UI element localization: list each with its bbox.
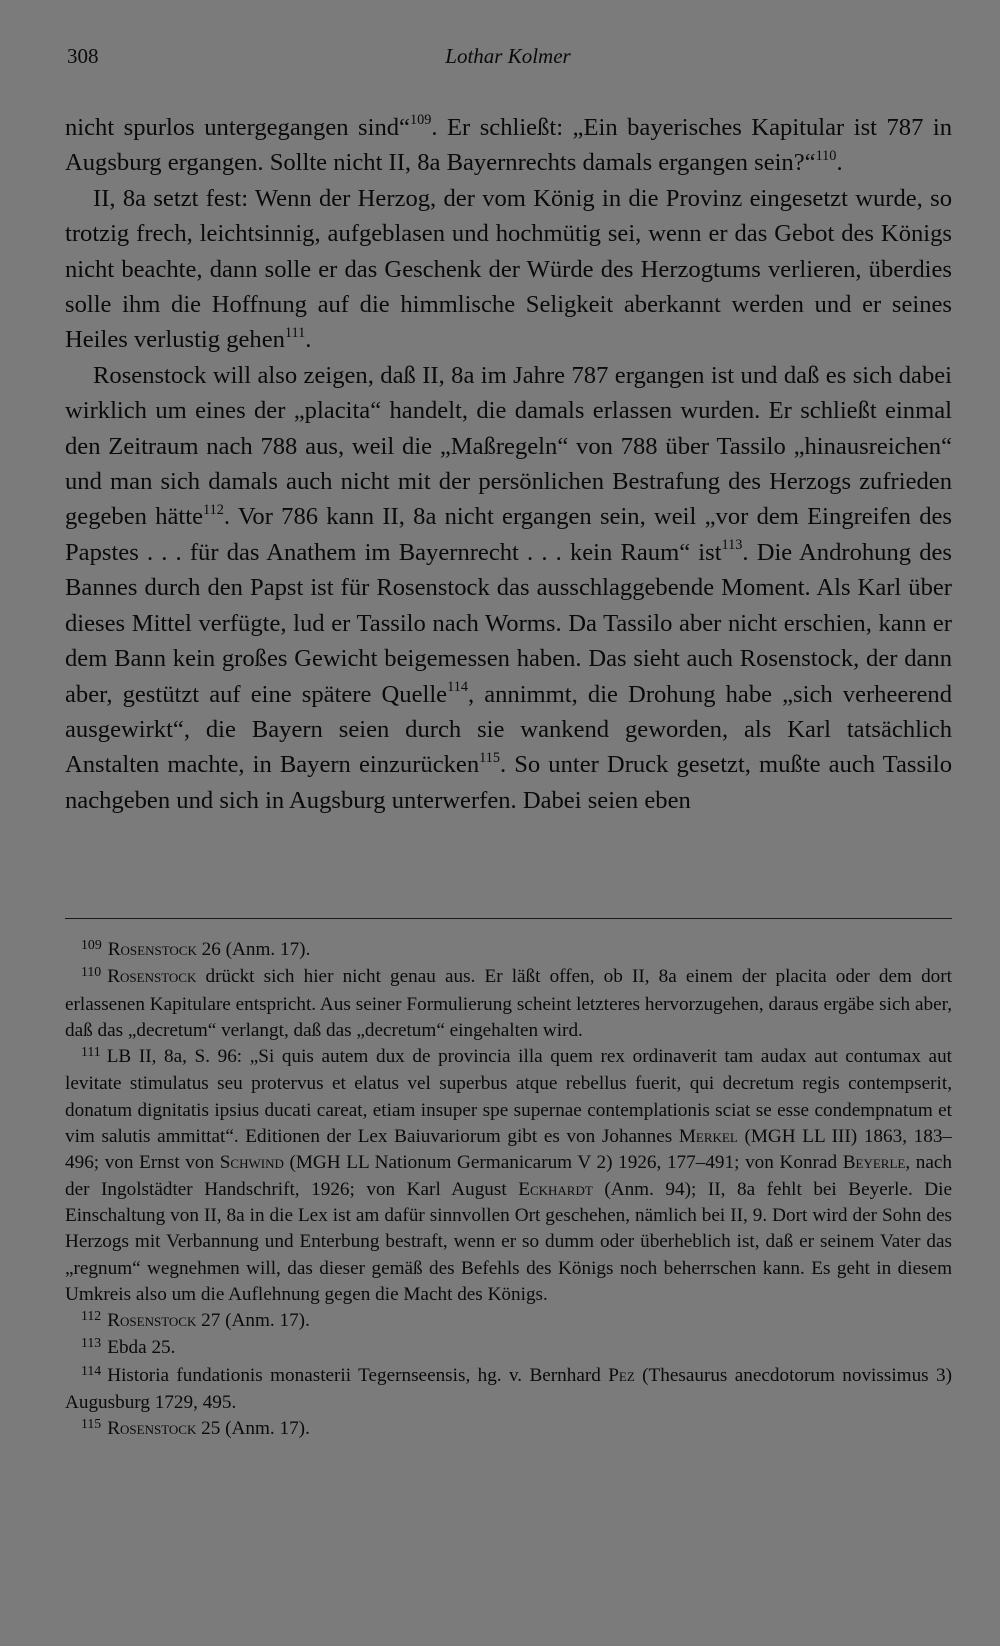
footnote-number: 112 [81, 1307, 102, 1323]
author-name: Rosenstock [107, 1310, 197, 1332]
body-paragraph [65, 110, 952, 181]
footnote-reference: 110 [815, 147, 837, 164]
text-run: drückt sich hier nicht genau aus. Er läßt offen, ob II, 8a einem der placita oder dem dort erlassenen Kapitulare entspricht. Aus seiner Formulierung scheint letzteres hervorzugehen, daraus ergäbe sich aber, daß das „decretum“ verlangt, daß das „decretum“ eingehalten wird. [65, 966, 952, 1041]
author-name: Merkel [678, 1126, 738, 1148]
text-run: Ebda 25. [107, 1337, 176, 1359]
text-run: II, 8a setzt fest: Wenn der Herzog, der vom König in die Provinz eingesetzt wurde, so trotzig frech, leichtsinnig, aufgeblasen und hochmütig sei, wenn er das Gebot des Königs nicht beachte, dann solle er das Geschenk der Würde des Herzogtums verlieren, überdies solle ihm die Hoffnung auf die himmlische Seligkeit aberkannt werden und er seines Heiles verlustig gehen [65, 184, 952, 354]
text-run: . Die Androhung des Bannes durch den Papst ist für Rosenstock das ausschlaggebende Moment. Als Karl über dieses Mittel verfügte, lud er Tassilo nach Worms. Da Tassilo aber nicht erschien, kann er dem Bann kein großes Gewicht beigemessen haben. Das sieht auch Rosenstock, der dann aber, gestützt auf eine spätere Quelle [65, 538, 952, 708]
text-run: 27 (Anm. 17). [196, 1310, 310, 1332]
footnote-reference: 109 [409, 112, 432, 129]
text-run: 25 (Anm. 17). [196, 1418, 310, 1440]
footnote [65, 1416, 952, 1443]
text-run: (MGH LL III) 1863, 183–496; von Ernst von [65, 1126, 953, 1174]
body-paragraph [65, 358, 952, 818]
footnote-reference: 112 [203, 501, 224, 518]
text-run: . [836, 149, 843, 177]
main-text [65, 110, 952, 818]
body-paragraph [65, 181, 952, 358]
footnote [65, 1363, 952, 1417]
footnote-number: 113 [81, 1335, 102, 1351]
footnote-separator [65, 918, 952, 919]
text-run: 26 (Anm. 17). [196, 939, 311, 960]
text-run: Historia fundationis monasterii Tegernseensis, hg. v. Bernhard [107, 1364, 609, 1386]
text-run: (MGH LL Nationum Germanicarum V 2) 1926, 177–491; von Konrad [283, 1152, 843, 1174]
footnote-number: 109 [81, 936, 102, 952]
text-run: , nach der Ingolstädter Handschrift, 1926; von Karl August [65, 1152, 952, 1200]
footnote-number: 114 [81, 1362, 102, 1378]
author-name: Schwind [219, 1152, 284, 1174]
text-run: . Er schließt: „Ein bayerisches Kapitular ist 787 in Augsburg ergangen. Sollte nicht II, 8a Bayernrechts damals ergangen sein?“ [65, 114, 952, 177]
text-run: . Vor 786 kann II, 8a nicht ergangen sein, weil „vor dem Eingreifen des Papstes . . . für das Anathem im Bayernrecht . . . kein Raum“ ist [65, 503, 952, 566]
author-name: Eckhardt [518, 1178, 593, 1200]
footnote-reference: 114 [447, 678, 468, 695]
author-name: Pez [608, 1364, 635, 1386]
footnote-number: 110 [81, 964, 102, 980]
text-run: . [305, 326, 312, 354]
footnote [65, 1308, 952, 1335]
page-number: 308 [67, 44, 99, 68]
footnote [65, 1044, 952, 1308]
footnote [65, 964, 952, 1044]
footnote [65, 1335, 952, 1362]
footnote-reference: 113 [721, 537, 743, 554]
footnotes [65, 937, 952, 1444]
text-run: nicht spurlos untergegangen sind“ [65, 114, 410, 141]
author-name: Rosenstock [107, 966, 197, 988]
page-header [67, 44, 949, 74]
text-run: . So unter Druck gesetzt, mußte auch Tassilo nachgeben und sich in Augsburg unterwerfen. Dabei seien eben [65, 751, 952, 814]
footnote-number: 111 [81, 1043, 101, 1059]
text-run: Rosenstock will also zeigen, daß II, 8a im Jahre 787 ergangen ist und daß es sich dabei wirklich um eines der „placita“ handelt, die damals erlassen wurden. Er schließt einmal den Zeitraum nach 788 aus, weil die „Maßregeln“ von 788 über Tassilo „hinausreichen“ und man sich damals auch nicht mit der persönlichen Bestrafung des Herzogs zufrieden gegeben hätte [65, 361, 952, 531]
text-run: LB II, 8a, S. 96: „Si quis autem dux de provincia illa quem rex ordinaverit tam audax aut contumax aut levitate stimulatus seu protervus et elatus vel superbus atque rebellus fuerit, qui decretum regis contempserit, donatum dignitatis ipsius ducati careat, etiam insuper spe supernae contemplationis sciat se esse condempnatum et vim salutis ammittat“. Editionen der Lex Baiuvariorum gibt es von Johannes [65, 1046, 952, 1148]
author-name: Rosenstock [107, 939, 197, 960]
footnote-number: 115 [81, 1416, 102, 1432]
author-name: Rosenstock [107, 1418, 197, 1440]
text-run: (Anm. 94); II, 8a fehlt bei Beyerle. Die Einschaltung von II, 8a in die Lex ist am dafür sinnvollen Ort geschehen, nämlich bei II, 9. Dort wird der Sohn des Herzogs mit Verbannung und Enterbung bestraft, wenn er so dumm oder überheblich ist, daß er seinem Vater das „regnum“ wegnehmen will, das dieser gemäß des Befehls des Königs noch beherrschen kann. Es geht in diesem Umkreis also um die Auflehnung gegen die Macht des Königs. [65, 1178, 953, 1305]
footnote [65, 937, 952, 964]
text-run: (Thesaurus anecdotorum novissimus 3) Augusburg 1729, 495. [65, 1364, 952, 1414]
text-run: , annimmt, die Drohung habe „sich verheerend ausgewirkt“, die Bayern seien durch sie wankend geworden, als Karl tatsächlich Anstalten machte, in Bayern einzurücken [65, 680, 953, 779]
footnote-reference: 111 [284, 324, 306, 341]
footnote-reference: 115 [479, 749, 500, 766]
running-head: Lothar Kolmer [445, 44, 571, 68]
author-name: Beyerle [842, 1152, 906, 1174]
